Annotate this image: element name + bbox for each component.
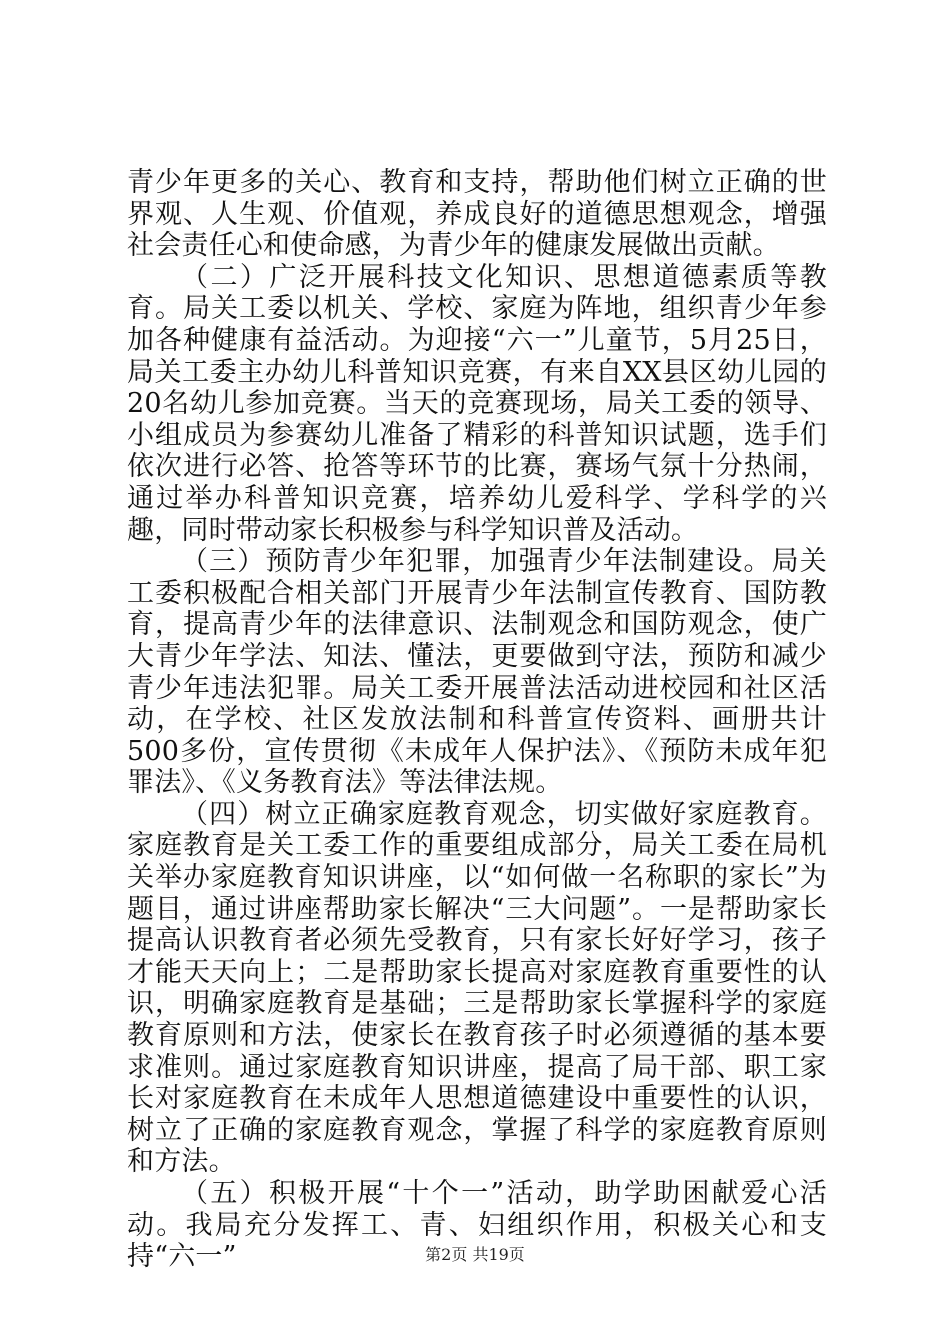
paragraph-section-3: （三）预防青少年犯罪，加强青少年法制建设。局关工委积极配合相关部门开展青少年法制宣传教育、国防教育，提高青少年的法律意识、法制观念和国防观念，使广大青少年学法、知法、懂法，更要做到守法，预防和减少青少年违法犯罪。局关工委开展普法活动进校园和社区活动，在学校、社区发放法制和科普宣传资料、画册共计500多份，宣传贯彻《未成年人保护法》、《预防未成年犯罪法》、《义务教育法》等法律法规。 (127, 546, 827, 799)
paragraph-continuation: 青少年更多的关心、教育和支持，帮助他们树立正确的世界观、人生观、价值观，养成良好的道德思想观念，增强社会责任心和使命感，为青少年的健康发展做出贡献。 (127, 167, 827, 262)
page-number-label: 第2页 共19页 (425, 1245, 525, 1264)
document-body (127, 167, 827, 1273)
paragraph-section-5: （五）积极开展“十个一”活动，助学助困献爱心活动。我局充分发挥工、青、妇组织作用，积极关心和支持“六一” (127, 1178, 827, 1273)
page-footer (0, 1245, 950, 1265)
paragraph-section-2: （二）广泛开展科技文化知识、思想道德素质等教育。局关工委以机关、学校、家庭为阵地，组织青少年参加各种健康有益活动。为迎接“六一”儿童节，5月25日，局关工委主办幼儿科普知识竞赛，有来自XX县区幼儿园的20名幼儿参加竞赛。当天的竞赛现场，局关工委的领导、小组成员为参赛幼儿准备了精彩的科普知识试题，选手们依次进行必答、抢答等环节的比赛，赛场气氛十分热闹，通过举办科普知识竞赛，培养幼儿爱科学、学科学的兴趣，同时带动家长积极参与科学知识普及活动。 (127, 261, 827, 546)
paragraph-section-4: （四）树立正确家庭教育观念，切实做好家庭教育。家庭教育是关工委工作的重要组成部分，局关工委在局机关举办家庭教育知识讲座，以“如何做一名称职的家长”为题目，通过讲座帮助家长解决“三大问题”。一是帮助家长提高认识教育者必须先受教育，只有家长好好学习，孩子才能天天向上；二是帮助家长提高对家庭教育重要性的认识，明确家庭教育是基础；三是帮助家长掌握科学的家庭教育原则和方法，使家长在教育孩子时必须遵循的基本要求准则。通过家庭教育知识讲座，提高了局干部、职工家长对家庭教育在未成年人思想道德建设中重要性的认识，树立了正确的家庭教育观念，掌握了科学的家庭教育原则和方法。 (127, 798, 827, 1178)
